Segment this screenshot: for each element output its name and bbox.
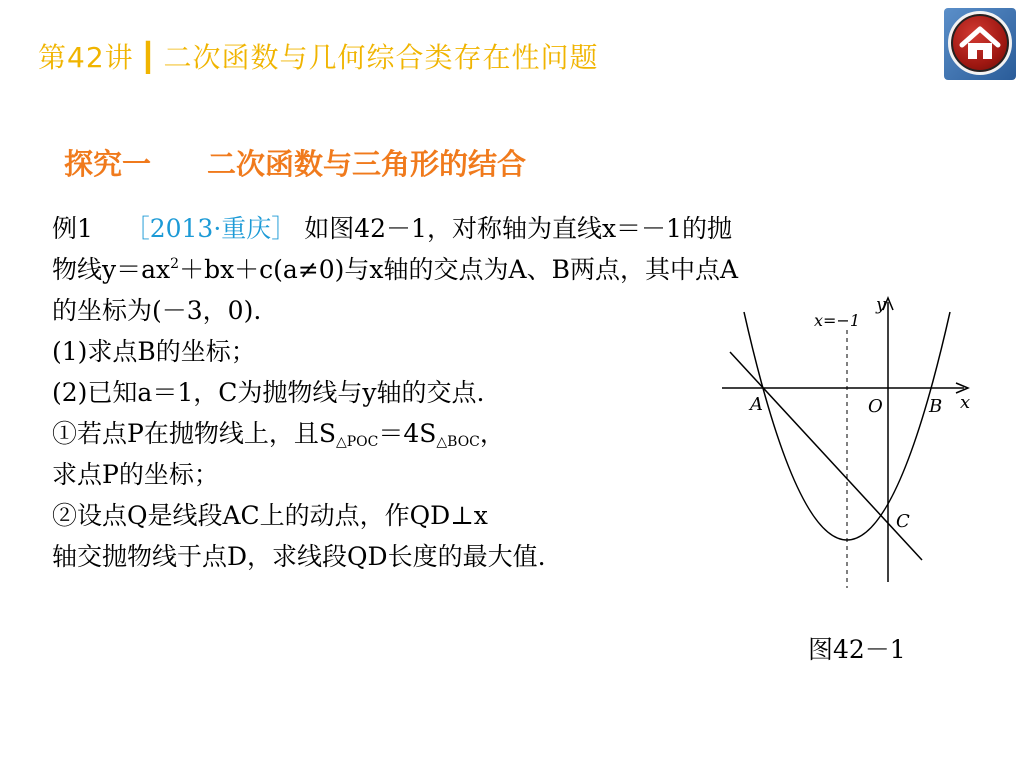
x-axis-label: x [960, 392, 971, 413]
exponent: 2 [170, 256, 180, 272]
point-c-label: C [896, 511, 910, 532]
home-icon [944, 8, 1016, 80]
q21-text-c: ， [479, 419, 505, 448]
question-2-part-2-cont: 轴交抛物线于点D，求线段QD长度的最大值. [52, 542, 546, 571]
lecture-number: 第42讲 [38, 41, 134, 74]
problem-line-2-b: ＋bx＋c(a≠0)与x轴的交点为A、B两点，其中点A [179, 255, 739, 284]
section-heading [64, 142, 526, 183]
example-label: 例1 [52, 214, 93, 243]
home-button[interactable] [944, 8, 1016, 80]
q21-text-a: ①若点P在抛物线上，且S [52, 419, 336, 448]
point-b-label: B [929, 396, 943, 417]
problem-line-1 [52, 208, 962, 249]
problem-line-1-text: 如图42－1，对称轴为直线x＝－1的抛 [304, 214, 732, 243]
symmetry-axis-label: x=−1 [814, 311, 861, 330]
figure-caption: 图42－1 [808, 635, 906, 664]
question-1: (1)求点B的坐标； [52, 337, 256, 366]
question-2: (2)已知a＝1，C为抛物线与y轴的交点. [52, 378, 485, 407]
subscript-boc: △BOC [436, 434, 480, 450]
question-2-part-1-cont: 求点P的坐标； [52, 460, 219, 489]
question-2-part-2: ②设点Q是线段AC上的动点，作QD⊥x [52, 501, 488, 530]
point-o-label: O [868, 396, 883, 417]
section-topic: 二次函数与三角形的结合 [207, 147, 527, 181]
line-ac [730, 352, 922, 560]
problem-line-2-a: 物线y＝ax [52, 255, 171, 284]
lecture-topic: 二次函数与几何综合类存在性问题 [163, 41, 599, 74]
section-label: 探究一 [64, 147, 152, 181]
title-separator: ┃ [139, 41, 158, 74]
problem-line-3: 的坐标为(－3，0). [52, 296, 262, 325]
parabola-figure [716, 290, 986, 590]
point-a-label: A [750, 394, 763, 415]
subscript-poc: △POC [335, 434, 379, 450]
y-axis-label: y [876, 295, 886, 315]
problem-line-2 [52, 249, 962, 290]
q21-text-b: ＝4S [378, 419, 437, 448]
problem-source: ［2013·重庆］ [124, 214, 297, 243]
lecture-title [38, 36, 599, 76]
